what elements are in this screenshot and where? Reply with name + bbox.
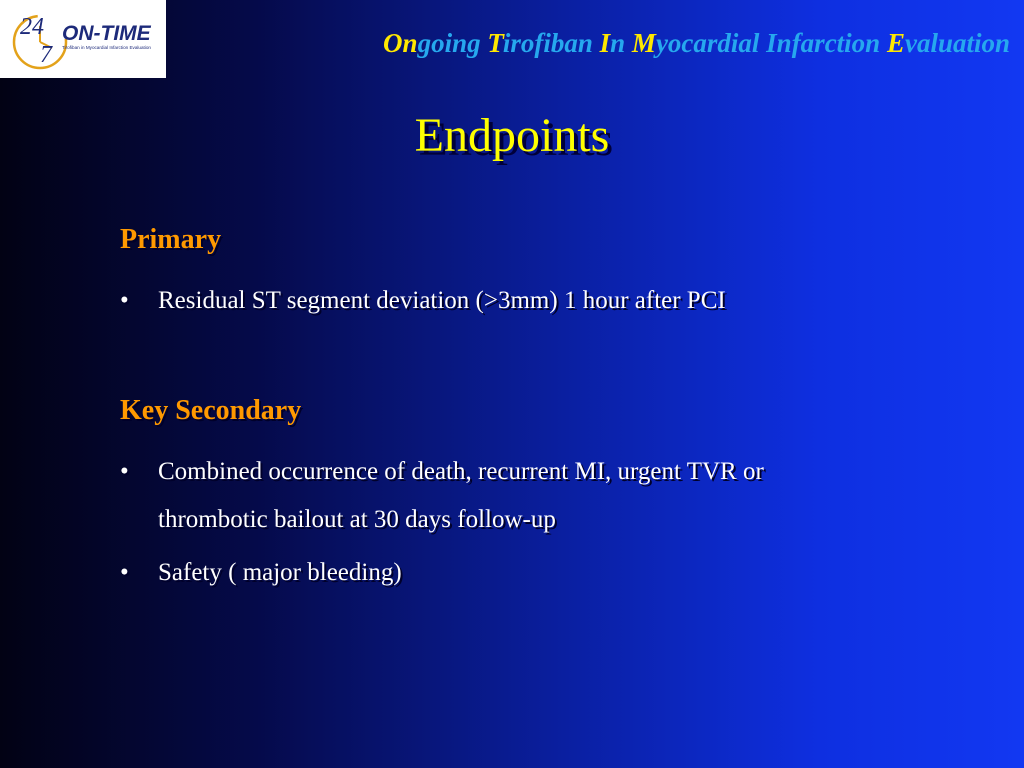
header-title-text: n xyxy=(610,28,632,58)
header-title-acronym-letter: T xyxy=(487,28,503,58)
primary-bullet-1 xyxy=(120,277,900,325)
primary-heading: Primary xyxy=(120,224,222,255)
logo-number-bottom: 7 xyxy=(40,42,52,68)
bullet-text: Combined occurrence of death, recurrent MI, urgent TVR or thrombotic bailout at 30 days follow-up xyxy=(158,458,764,533)
bullet-dot: • xyxy=(120,458,129,485)
bullet-dot: • xyxy=(120,559,129,586)
logo-name: ON-TIME xyxy=(62,22,151,45)
on-time-logo xyxy=(0,0,166,78)
secondary-bullet-2 xyxy=(120,549,900,597)
header-title xyxy=(180,28,1010,59)
header-title-text: irofiban xyxy=(502,28,600,58)
clock-logo-icon xyxy=(0,0,166,78)
header-title-acronym-letter: I xyxy=(599,28,611,58)
logo-number-top: 24 xyxy=(20,14,44,40)
bullet-dot: • xyxy=(120,287,129,314)
key-secondary-heading: Key Secondary xyxy=(120,395,302,426)
header-title-text: going xyxy=(417,28,488,58)
header-title-text: yocardial Infarction xyxy=(655,28,887,58)
logo-tagline: Tirofiban in Myocardial Infarction Evaluation xyxy=(62,45,151,50)
secondary-bullet-1 xyxy=(120,448,870,544)
header-title-acronym-letter: E xyxy=(886,28,905,58)
bullet-text: Residual ST segment deviation (>3mm) 1 hour after PCI xyxy=(158,287,726,314)
header-title-acronym-letter: M xyxy=(631,28,656,58)
header-title-acronym-letter: On xyxy=(383,28,418,58)
header-title-text: valuation xyxy=(904,28,1010,58)
slide-title: Endpoints xyxy=(414,109,610,162)
bullet-text: Safety ( major bleeding) xyxy=(158,559,402,586)
